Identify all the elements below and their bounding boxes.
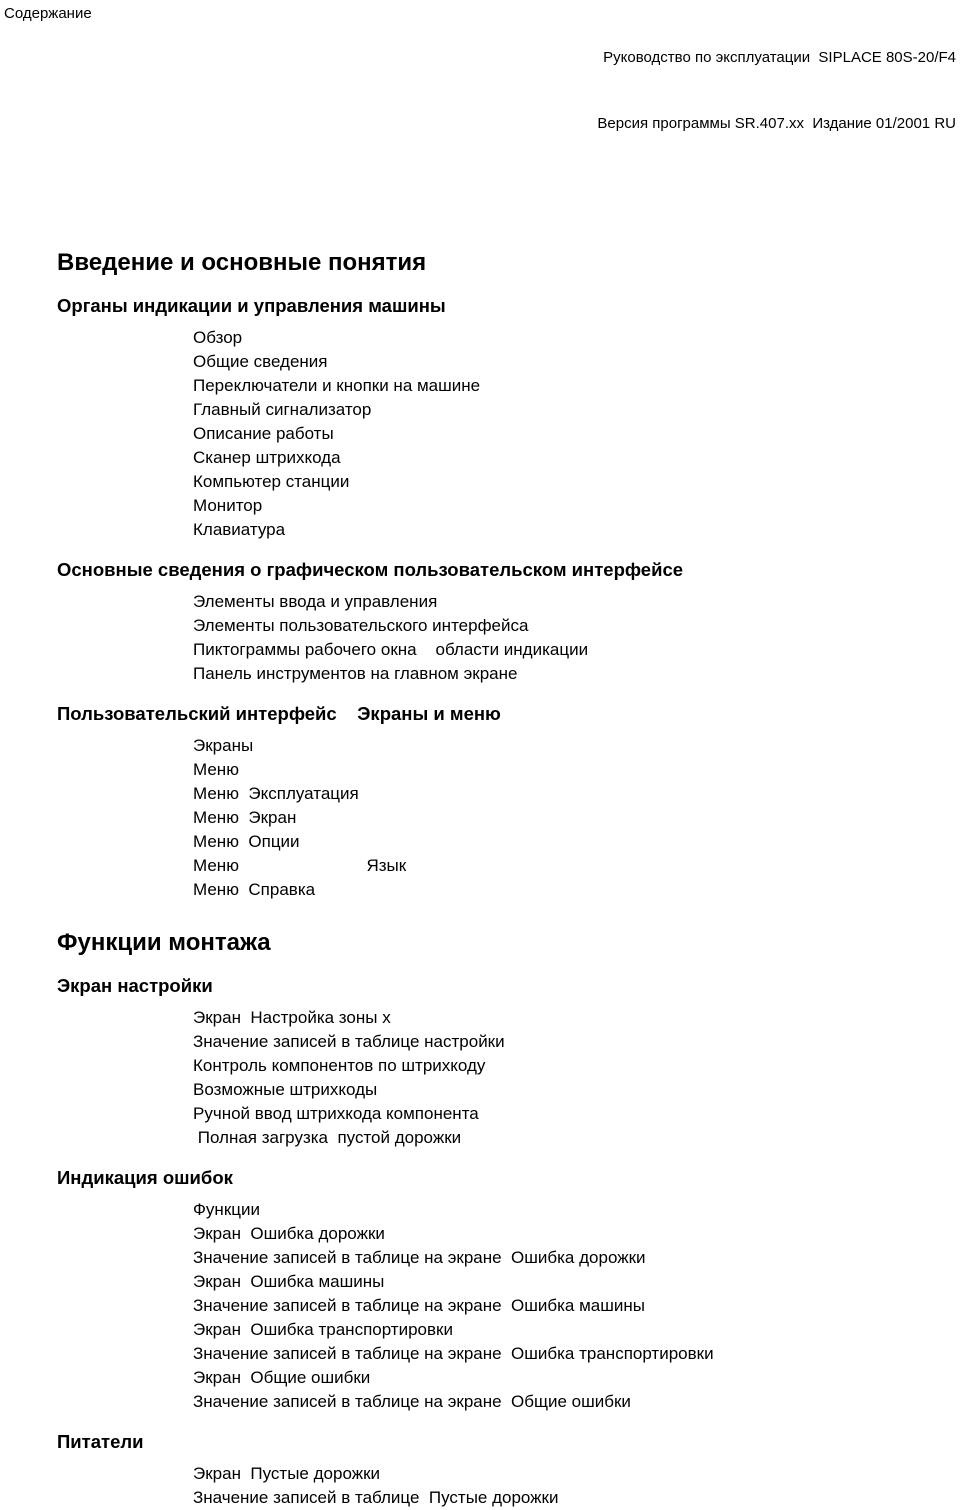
toc-item: Экран Общие ошибки [193, 1368, 371, 1387]
toc-item: Обзор [193, 328, 243, 347]
section-items-gui-basics [57, 590, 952, 686]
toc-item: Экран Пустые дорожки [193, 1464, 381, 1483]
toc-item: Описание работы [193, 424, 334, 443]
toc-item: Значение записей в таблице на экране Ошибка транспортировки [193, 1344, 714, 1363]
toc-item: Значение записей в таблице Пустые дорожки [193, 1488, 559, 1507]
toc-item: Контроль компонентов по штрихкоду [193, 1056, 486, 1075]
toc-item: Главный сигнализатор [193, 400, 372, 419]
toc-item: Элементы ввода и управления [193, 592, 438, 611]
toc-item: Значение записей в таблице на экране Ошибка дорожки [193, 1248, 646, 1267]
page-header [0, 0, 962, 179]
section-heading-setup-screen: Экран настройки [57, 975, 213, 996]
toc-item: Сканер штрихкода [193, 448, 341, 467]
toc-item: Значение записей в таблице на экране Ошибка машины [193, 1296, 645, 1315]
toc-item: Возможные штрихкоды [193, 1080, 378, 1099]
header-doc-title: Руководство по эксплуатации SIPLACE 80S-20/F4 [603, 49, 956, 66]
toc-item: Компьютер станции [193, 472, 350, 491]
toc-item: Меню Опции [193, 832, 300, 851]
part1-title: Введение и основные понятия [57, 249, 427, 276]
section-items-setup-screen [57, 1006, 952, 1150]
toc-item: Функции [193, 1200, 260, 1219]
toc-item: Экран Ошибка машины [193, 1272, 385, 1291]
section-heading-machine-controls: Органы индикации и управления машины [57, 295, 446, 316]
toc-item: Меню Экран [193, 808, 297, 827]
section-heading-error-display: Индикация ошибок [57, 1167, 233, 1188]
toc-item: Меню Язык [193, 856, 407, 875]
toc-item: Экран Ошибка дорожки [193, 1224, 385, 1243]
toc-item: Пиктограммы рабочего окна области индикации [193, 640, 589, 659]
toc-item: Клавиатура [193, 520, 286, 539]
toc-item: Общие сведения [193, 352, 328, 371]
header-doc-info [597, 3, 956, 179]
toc-item: Ручной ввод штрихкода компонента [193, 1104, 479, 1123]
toc-content [57, 248, 952, 1510]
toc-item: Экран Настройка зоны x [193, 1008, 391, 1027]
header-section-title: Содержание [4, 5, 92, 22]
section-heading-screens-menus: Пользовательский интерфейс Экраны и меню [57, 703, 501, 724]
section-items-feeders [57, 1462, 952, 1510]
toc-item: Полная загрузка пустой дорожки [193, 1128, 462, 1147]
header-doc-version: Версия программы SR.407.xx Издание 01/2001 RU [597, 115, 956, 132]
toc-item: Меню Справка [193, 880, 316, 899]
section-heading-gui-basics: Основные сведения о графическом пользовательском интерфейсе [57, 559, 684, 580]
section-heading-feeders: Питатели [57, 1431, 144, 1452]
toc-item: Экран Ошибка транспортировки [193, 1320, 453, 1339]
toc-item: Переключатели и кнопки на машине [193, 376, 481, 395]
toc-item: Меню Эксплуатация [193, 784, 359, 803]
section-items-screens-menus [57, 734, 952, 902]
toc-item: Панель инструментов на главном экране [193, 664, 518, 683]
toc-item: Значение записей в таблице настройки [193, 1032, 505, 1051]
toc-item: Элементы пользовательского интерфейса [193, 616, 529, 635]
toc-item: Экраны [193, 736, 254, 755]
toc-item: Меню [193, 760, 239, 779]
toc-item: Значение записей в таблице на экране Общие ошибки [193, 1392, 631, 1411]
toc-item: Монитор [193, 496, 263, 515]
section-items-error-display [57, 1198, 952, 1414]
part2-title: Функции монтажа [57, 929, 271, 956]
section-items-machine-controls [57, 326, 952, 542]
